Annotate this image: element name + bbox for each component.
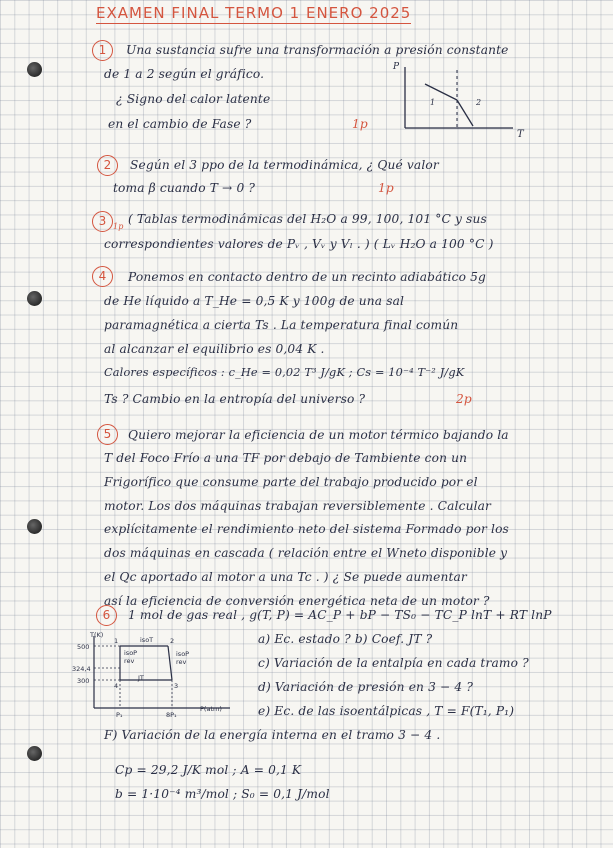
q5-line: Quiero mejorar la eficiencia de un motor térmico bajando la xyxy=(128,428,509,442)
q4-line: Ts ? Cambio en la entropía del universo ? xyxy=(104,392,366,406)
q5-line: explícitamente el rendimiento neto del sistema Formado por los xyxy=(104,522,509,536)
q1-points: 1p xyxy=(352,117,368,131)
question-number: 3 xyxy=(92,211,113,232)
q6-x-axis-label: P(atm) xyxy=(200,705,222,713)
q6-tick-y: 500 xyxy=(77,643,90,651)
q6-path-label: JT xyxy=(138,674,144,682)
q6-data-line: Cp = 29,2 J/K mol ; A = 0,1 K xyxy=(115,763,302,777)
q6-corner-label: 2 xyxy=(170,637,175,645)
q5-line: dos máquinas en cascada ( relación entre el Wneto disponible y xyxy=(104,546,508,560)
q2-points: 1p xyxy=(378,181,394,195)
question-number: 6 xyxy=(96,605,117,626)
q6-item-d: d) Variación de presión en 3 − 4 ? xyxy=(258,680,474,694)
q4-line: Ponemos en contacto dentro de un recinto adiabático 5g xyxy=(128,270,486,284)
q6-tick-y: 324,4 xyxy=(72,665,91,673)
q5-line: motor. Los dos máquinas trabajan reversiblemente . Calcular xyxy=(104,499,492,513)
q1-phase-graph xyxy=(395,62,525,147)
q2-line: toma β cuando T → 0 ? xyxy=(113,181,256,195)
q6-data-line: b = 1·10⁻⁴ m³/mol ; S₀ = 0,1 J/mol xyxy=(115,787,330,801)
q6-corner-label: 1 xyxy=(114,637,119,645)
q5-line: así la eficiencia de conversión energética neta de un motor ? xyxy=(104,594,490,608)
binder-hole xyxy=(27,62,42,77)
q6-y-axis-label: T(K) xyxy=(90,631,104,639)
q6-item-a-b: a) Ec. estado ? b) Coef. JT ? xyxy=(258,632,433,646)
q1-graph-y-label: P xyxy=(393,62,400,72)
question-number: 5 xyxy=(97,424,118,445)
q1-graph-point-2: 2 xyxy=(476,98,482,107)
q4-line: paramagnética a cierta Ts . La temperatura final común xyxy=(104,318,459,332)
q1-line: en el cambio de Fase ? xyxy=(108,117,252,131)
q5-line: Frigorífico que consume parte del trabajo producido por el xyxy=(104,475,478,489)
q1-graph-point-1: 1 xyxy=(430,98,436,107)
question-number: 4 xyxy=(92,266,113,287)
exam-title: EXAMEN FINAL TERMO 1 ENERO 2025 xyxy=(96,4,412,22)
q6-corner-label: 4 xyxy=(114,682,119,690)
q4-line: de He líquido a T_He = 0,5 K y 100g de una sal xyxy=(104,294,405,308)
q6-path-label: isoP rev xyxy=(176,650,190,666)
q6-tick-x: 8P₁ xyxy=(166,711,177,719)
q1-line: de 1 a 2 según el gráfico. xyxy=(104,67,265,81)
q6-path-label: isoP rev xyxy=(124,649,138,665)
q6-line: 1 mol de gas real , g(T, P) = AC_P + bP − TS₀ − TC_P lnT + RT lnP xyxy=(128,608,552,622)
q1-line: ¿ Signo del calor latente xyxy=(116,92,271,106)
q1-graph-x-label: T xyxy=(517,129,524,140)
q3-line: ( Tablas termodinámicas del H₂O a 99, 100, 101 °C y sus xyxy=(128,212,487,226)
q6-item-f: F) Variación de la energía interna en el tramo 3 − 4 . xyxy=(104,728,441,742)
q6-corner-label: 3 xyxy=(174,682,179,690)
q6-item-e: e) Ec. de las isoentálpicas , T = F(T₁, P₁) xyxy=(258,704,515,718)
question-number: 2 xyxy=(97,155,118,176)
q1-line: Una sustancia sufre una transformación a presión constante xyxy=(126,43,509,57)
q4-points: 2p xyxy=(456,392,472,406)
q5-line: T del Foco Frío a una TF por debajo de Tambiente con un xyxy=(104,451,468,465)
q3-line: correspondientes valores de Pᵥ , Vᵥ y Vₗ . ) ( Lᵥ H₂O a 100 °C ) xyxy=(104,237,494,251)
question-number: 1 xyxy=(92,40,113,61)
q2-line: Según el 3 ppo de la termodinámica, ¿ Qué valor xyxy=(130,158,439,172)
q3-points: 1p xyxy=(113,222,124,231)
q6-path-label: isoT xyxy=(140,636,154,644)
binder-hole xyxy=(27,291,42,306)
q4-line: al alcanzar el equilibrio es 0,04 K . xyxy=(104,342,325,356)
q6-tick-y: 300 xyxy=(77,677,90,685)
binder-hole xyxy=(27,746,42,761)
q4-line: Calores específicos : c_He = 0,02 T³ J/gK ; Cs = 10⁻⁴ T⁻² J/gK xyxy=(104,366,465,379)
q6-item-c: c) Variación de la entalpía en cada tramo ? xyxy=(258,656,529,670)
binder-hole xyxy=(27,519,42,534)
q6-tick-x: P₁ xyxy=(116,711,123,719)
q5-line: el Qc aportado al motor a una Tc . ) ¿ Se puede aumentar xyxy=(104,570,467,584)
